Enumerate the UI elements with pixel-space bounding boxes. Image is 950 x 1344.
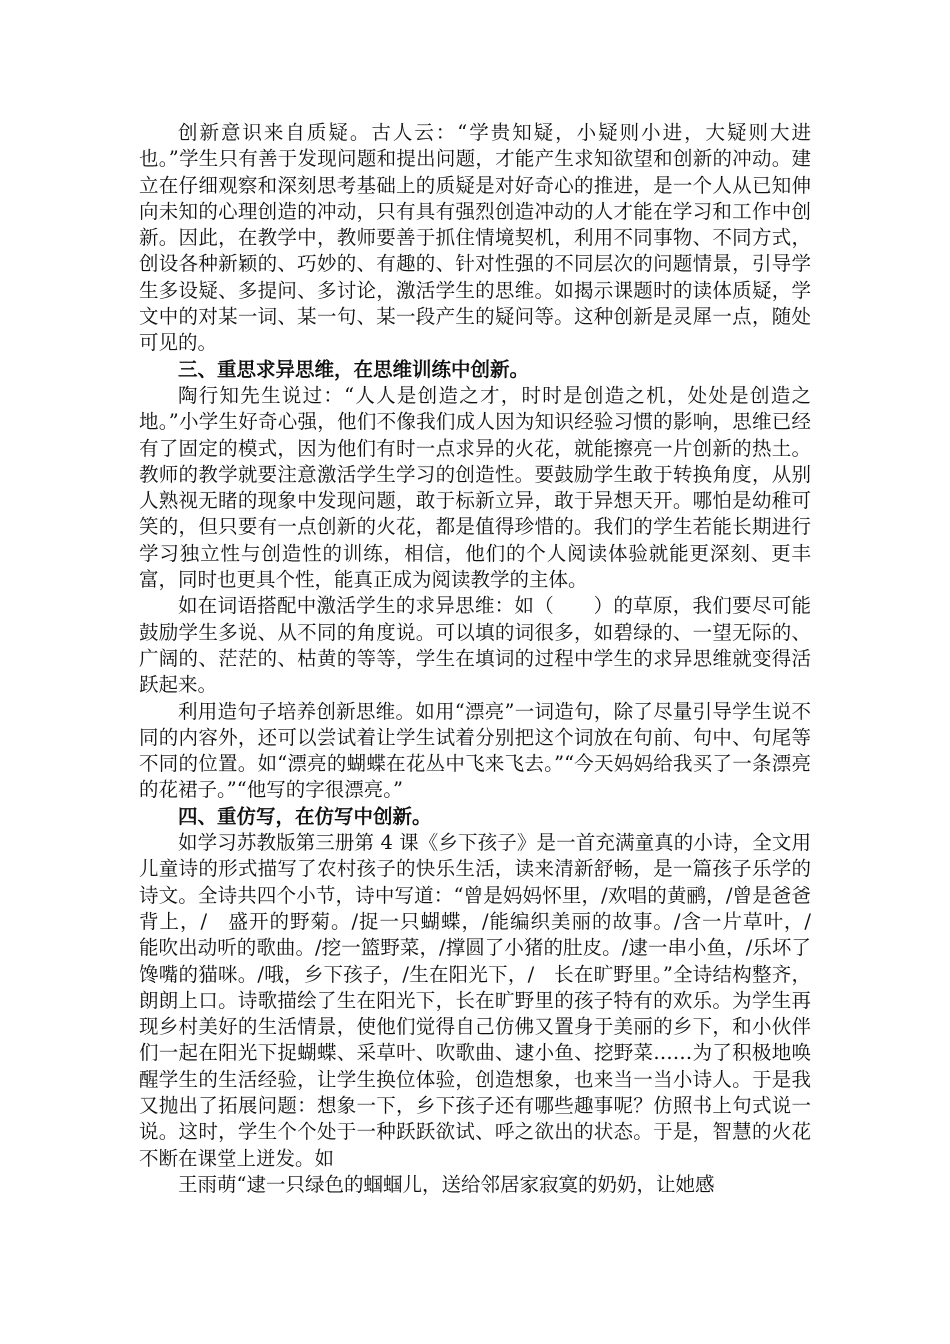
document-page <box>139 120 831 1198</box>
paragraph-country-children: 如学习苏教版第三册第 4 课《乡下孩子》是一首充满童真的小诗，全文用儿童诗的形式描写了农村孩子的快乐生活，读来清新舒畅，是一篇孩子乐学的诗文。全诗共四个小节，诗中写道：“曾是妈妈怀里，/欢唱的黄鹂，/曾是爸爸背上，/ 盛开的野菊。/捉一只蝴蝶，/能编织美丽的故事。/含一片草叶，/ 能吹出动听的歌曲。/挖一篮野菜，/撑圆了小猪的肚皮。/逮一串小鱼，/乐坏了馋嘴的猫咪。/哦，乡下孩子，/生在阳光下，/ 长在旷野里。”全诗结构整齐，朗朗上口。诗歌描绘了生在阳光下，长在旷野里的孩子特有的欢乐。为学生再现乡村美好的生活情景，使他们觉得自己仿佛又置身于美丽的乡下，和小伙伴们一起在阳光下捉蝴蝶、采草叶、吹歌曲、逮小鱼、挖野菜……为了积极地唤醒学生的生活经验，让学生换位体验，创造想象，也来当一当小诗人。于是我又抛出了拓展问题：想象一下，乡下孩子还有哪些趣事呢？仿照书上句式说一说。这时，学生个个处于一种跃跃欲试、呼之欲出的状态。于是，智慧的火花不断在课堂上迸发。如 <box>139 831 831 1170</box>
paragraph-questioning: 创新意识来自质疑。古人云：“学贵知疑，小疑则小进，大疑则大进也。”学生只有善于发现问题和提出问题，才能产生求知欲望和创新的冲动。建立在仔细观察和深刻思考基础上的质疑是对好奇心的推进，是一个人从已知伸向未知的心理创造的冲动，只有具有强烈创造冲动的人才能在学习和工作中创新。因此，在教学中，教师要善于抓住情境契机，利用不同事物、不同方式，创设各种新颖的、巧妙的、有趣的、针对性强的不同层次的问题情景，引导学生多设疑、多提问、多讨论，激活学生的思维。如揭示课题时的读体质疑，学文中的对某一词、某一句、某一段产生的疑问等。这种创新是灵犀一点，随处可见的。 <box>139 121 811 355</box>
paragraph-word-matching: 如在词语搭配中激活学生的求异思维：如（ ）的草原，我们要尽可能鼓励学生多说、从不同的角度说。可以填的词很多，如碧绿的、一望无际的、广阔的、茫茫的、枯黄的等等，学生在填词的过程中学生的求异思维就变得活跃起来。 <box>139 594 811 697</box>
section-heading-3: 三、重思求异思维，在思维训练中创新。 <box>178 357 530 381</box>
paragraph-sentence-making: 利用造句子培养创新思维。如用“漂亮”一词造句，除了尽量引导学生说不同的内容外，还可以尝试着让学生试着分别把这个词放在句前、句中、句尾等不同的位置。如“漂亮的蝴蝶在花丛中飞来飞去。”“今天妈妈给我买了一条漂亮的花裙子。”“他写的字很漂亮。” <box>139 699 811 802</box>
paragraph-student-example: 王雨萌“逮一只绿色的蝈蝈儿，送给邻居家寂寞的奶奶，让她感 <box>178 1172 715 1196</box>
paragraph-tao-xingzhi: 陶行知先生说过：“人人是创造之才，时时是创造之机，处处是创造之地。”小学生好奇心强，他们不像我们成人因为知识经验习惯的影响，思维已经有了固定的模式，因为他们有时一点求异的火花，就能擦亮一片创新的热土。教师的教学就要注意激活学生学习的创造性。要鼓励学生敢于转换角度，从别人熟视无睹的现象中发现问题，敢于标新立异，敢于异想天开。哪怕是幼稚可笑的，但只要有一点创新的火花，都是值得珍惜的。我们的学生若能长期进行学习独立性与创造性的训练，相信，他们的个人阅读体验就能更深刻、更丰富，同时也更具个性，能真正成为阅读教学的主体。 <box>139 383 811 592</box>
section-heading-4: 四、重仿写，在仿写中创新。 <box>178 804 432 828</box>
